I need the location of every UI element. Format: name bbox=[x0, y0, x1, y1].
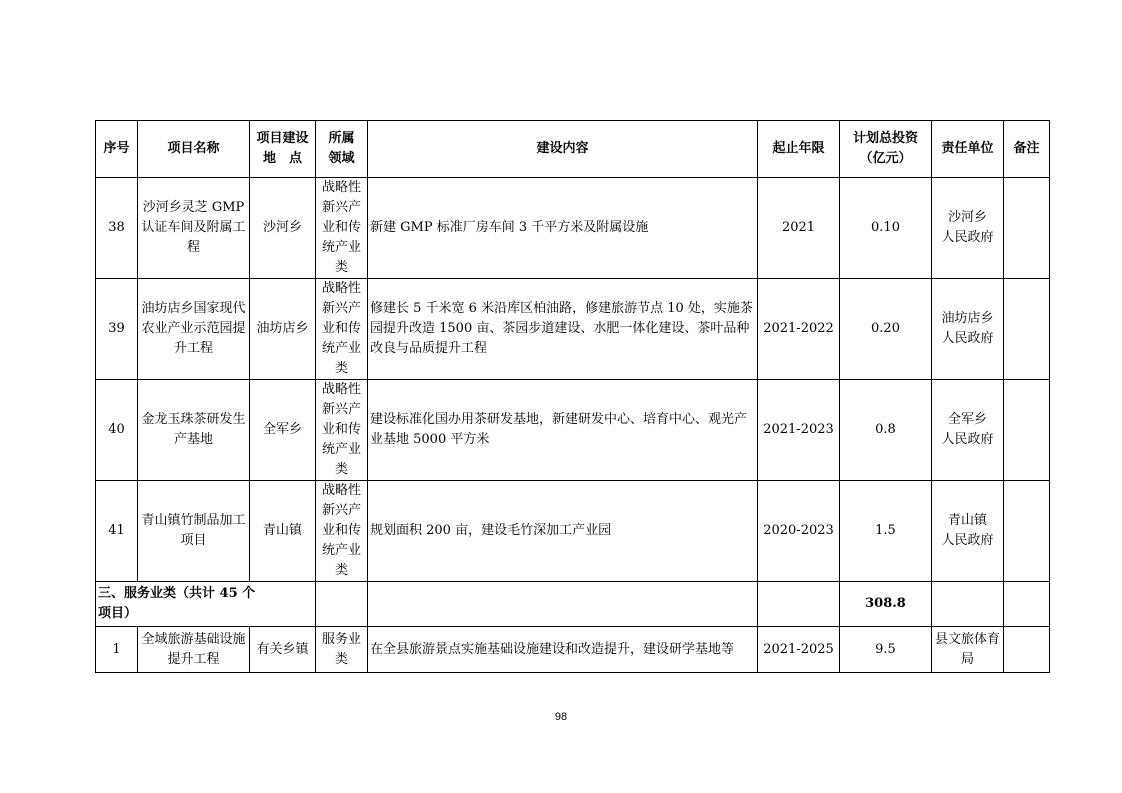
row-unit: 油坊店乡 人民政府 bbox=[932, 279, 1004, 380]
row-content: 规划面积 200 亩，建设毛竹深加工产业园 bbox=[368, 481, 758, 582]
table-row bbox=[96, 178, 1050, 279]
row-investment: 1.5 bbox=[840, 481, 932, 582]
header-row bbox=[96, 121, 1050, 178]
row-content: 在全县旅游景点实施基础设施建设和改造提升，建设研学基地等 bbox=[368, 627, 758, 673]
row-period: 2020-2023 bbox=[758, 481, 840, 582]
header-field: 所属 领域 bbox=[316, 121, 368, 178]
row-period: 2021 bbox=[758, 178, 840, 279]
row-location: 青山镇 bbox=[250, 481, 316, 582]
section-row bbox=[96, 582, 1050, 627]
row-seq: 39 bbox=[96, 279, 138, 380]
row-location: 油坊店乡 bbox=[250, 279, 316, 380]
row-name: 全域旅游基础设施 提升工程 bbox=[138, 627, 250, 673]
project-table bbox=[95, 120, 1050, 673]
row-investment: 0.8 bbox=[840, 380, 932, 481]
section-label: 三、服务业类（共计 45 个 项目） bbox=[96, 582, 316, 627]
row-seq: 40 bbox=[96, 380, 138, 481]
row-content: 建设标准化国办用茶研发基地，新建研发中心、培育中心、观光产业基地 5000 平方米 bbox=[368, 380, 758, 481]
row-name: 沙河乡灵芝 GMP 认证车间及附属工 程 bbox=[138, 178, 250, 279]
row-location: 有关乡镇 bbox=[250, 627, 316, 673]
row-note bbox=[1004, 627, 1050, 673]
header-content: 建设内容 bbox=[368, 121, 758, 178]
row-period: 2021-2022 bbox=[758, 279, 840, 380]
row-location: 全军乡 bbox=[250, 380, 316, 481]
header-investment: 计划总投资 （亿元） bbox=[840, 121, 932, 178]
row-note bbox=[1004, 279, 1050, 380]
section-empty-cell bbox=[316, 582, 368, 627]
row-note bbox=[1004, 178, 1050, 279]
row-field: 战略性 新兴产 业和传 统产业 类 bbox=[316, 279, 368, 380]
row-period: 2021-2023 bbox=[758, 380, 840, 481]
row-name: 油坊店乡国家现代 农业产业示范园提 升工程 bbox=[138, 279, 250, 380]
row-investment: 9.5 bbox=[840, 627, 932, 673]
row-period: 2021-2025 bbox=[758, 627, 840, 673]
header-name: 项目名称 bbox=[138, 121, 250, 178]
row-seq: 41 bbox=[96, 481, 138, 582]
table-row bbox=[96, 627, 1050, 673]
section-empty-cell bbox=[368, 582, 758, 627]
section-empty-cell bbox=[1004, 582, 1050, 627]
row-unit: 沙河乡 人民政府 bbox=[932, 178, 1004, 279]
table-row bbox=[96, 481, 1050, 582]
row-name: 金龙玉珠茶研发生 产基地 bbox=[138, 380, 250, 481]
section-empty-cell bbox=[758, 582, 840, 627]
header-period: 起止年限 bbox=[758, 121, 840, 178]
row-content: 新建 GMP 标准厂房车间 3 千平方米及附属设施 bbox=[368, 178, 758, 279]
row-investment: 0.10 bbox=[840, 178, 932, 279]
row-note bbox=[1004, 380, 1050, 481]
header-location: 项目建设 地 点 bbox=[250, 121, 316, 178]
row-name: 青山镇竹制品加工 项目 bbox=[138, 481, 250, 582]
row-field: 战略性 新兴产 业和传 统产业 类 bbox=[316, 380, 368, 481]
page-number: 98 bbox=[554, 711, 568, 723]
row-investment: 0.20 bbox=[840, 279, 932, 380]
row-field: 战略性 新兴产 业和传 统产业 类 bbox=[316, 481, 368, 582]
row-field: 战略性 新兴产 业和传 统产业 类 bbox=[316, 178, 368, 279]
section-total: 308.8 bbox=[840, 582, 932, 627]
row-note bbox=[1004, 481, 1050, 582]
header-seq: 序号 bbox=[96, 121, 138, 178]
table-row bbox=[96, 380, 1050, 481]
section-empty-cell bbox=[932, 582, 1004, 627]
row-unit: 青山镇 人民政府 bbox=[932, 481, 1004, 582]
row-field: 服务业 类 bbox=[316, 627, 368, 673]
header-note: 备注 bbox=[1004, 121, 1050, 178]
row-unit: 县文旅体育 局 bbox=[932, 627, 1004, 673]
header-unit: 责任单位 bbox=[932, 121, 1004, 178]
row-location: 沙河乡 bbox=[250, 178, 316, 279]
row-unit: 全军乡 人民政府 bbox=[932, 380, 1004, 481]
row-content: 修建长 5 千米宽 6 米沿库区柏油路，修建旅游节点 10 处，实施茶园提升改造 1500 亩、茶园步道建设、水肥一体化建设、茶叶品种改良与品质提升工程 bbox=[368, 279, 758, 380]
table-row bbox=[96, 279, 1050, 380]
row-seq: 38 bbox=[96, 178, 138, 279]
row-seq: 1 bbox=[96, 627, 138, 673]
